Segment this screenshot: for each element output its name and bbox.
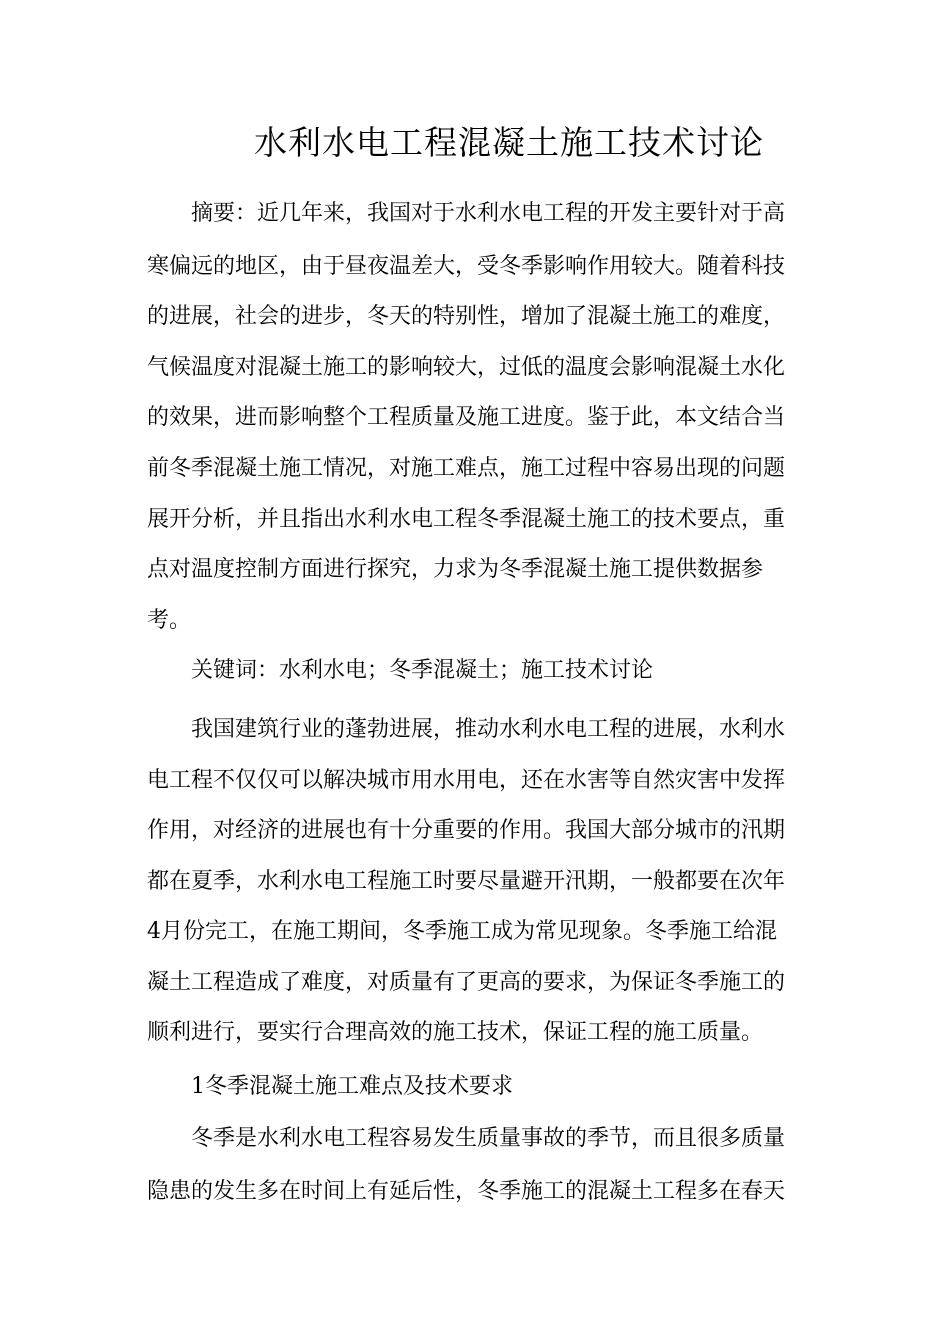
abstract-line: 的进展，社会的进步，冬天的特别性，增加了混凝土施工的难度， [147,304,786,329]
intro-line: 我国建筑行业的蓬勃进展，推动水利水电工程的进展，水利水 [191,717,786,742]
intro-line: 凝土工程造成了难度，对质量有了更高的要求，为保证冬季施工的 [147,970,786,995]
intro-line: 作用，对经济的进展也有十分重要的作用。我国大部分城市的汛期 [147,818,786,843]
intro-line: 4月份完工，在施工期间，冬季施工成为常见现象。冬季施工给混 [147,919,777,944]
keywords: 关键词：水利水电；冬季混凝土；施工技术讨论 [191,658,654,683]
intro-line: 电工程不仅仅可以解决城市用水用电，还在水害等自然灾害中发挥 [147,768,786,793]
document-title: 水利水电工程混凝土施工技术讨论 [254,123,764,162]
abstract-line: 前冬季混凝土施工情况，对施工难点，施工过程中容易出现的问题 [147,456,786,481]
section-heading: 1冬季混凝土施工难点及技术要求 [191,1074,513,1099]
intro-line: 都在夏季，水利水电工程施工时要尽量避开汛期，一般都要在次年 [147,869,786,894]
abstract-line: 寒偏远的地区，由于昼夜温差大，受冬季影响作用较大。随着科技 [147,254,786,279]
abstract-line: 的效果，进而影响整个工程质量及施工进度。鉴于此，本文结合当 [147,405,786,430]
abstract-line: 点对温度控制方面进行探究，力求为冬季混凝土施工提供数据参 [147,557,764,582]
abstract-line: 气候温度对混凝土施工的影响较大，过低的温度会影响混凝土水化 [147,355,786,380]
section-line: 隐患的发生多在时间上有延后性，冬季施工的混凝土工程多在春天 [147,1179,786,1204]
intro-line: 顺利进行，要实行合理高效的施工技术，保证工程的施工质量。 [147,1020,764,1045]
section-line: 冬季是水利水电工程容易发生质量事故的季节，而且很多质量 [191,1126,786,1151]
abstract-line: 考。 [147,608,192,633]
abstract-line: 摘要：近几年来，我国对于水利水电工程的开发主要针对于高 [191,201,786,226]
abstract-line: 展开分析，并且指出水利水电工程冬季混凝土施工的技术要点，重 [147,507,786,532]
